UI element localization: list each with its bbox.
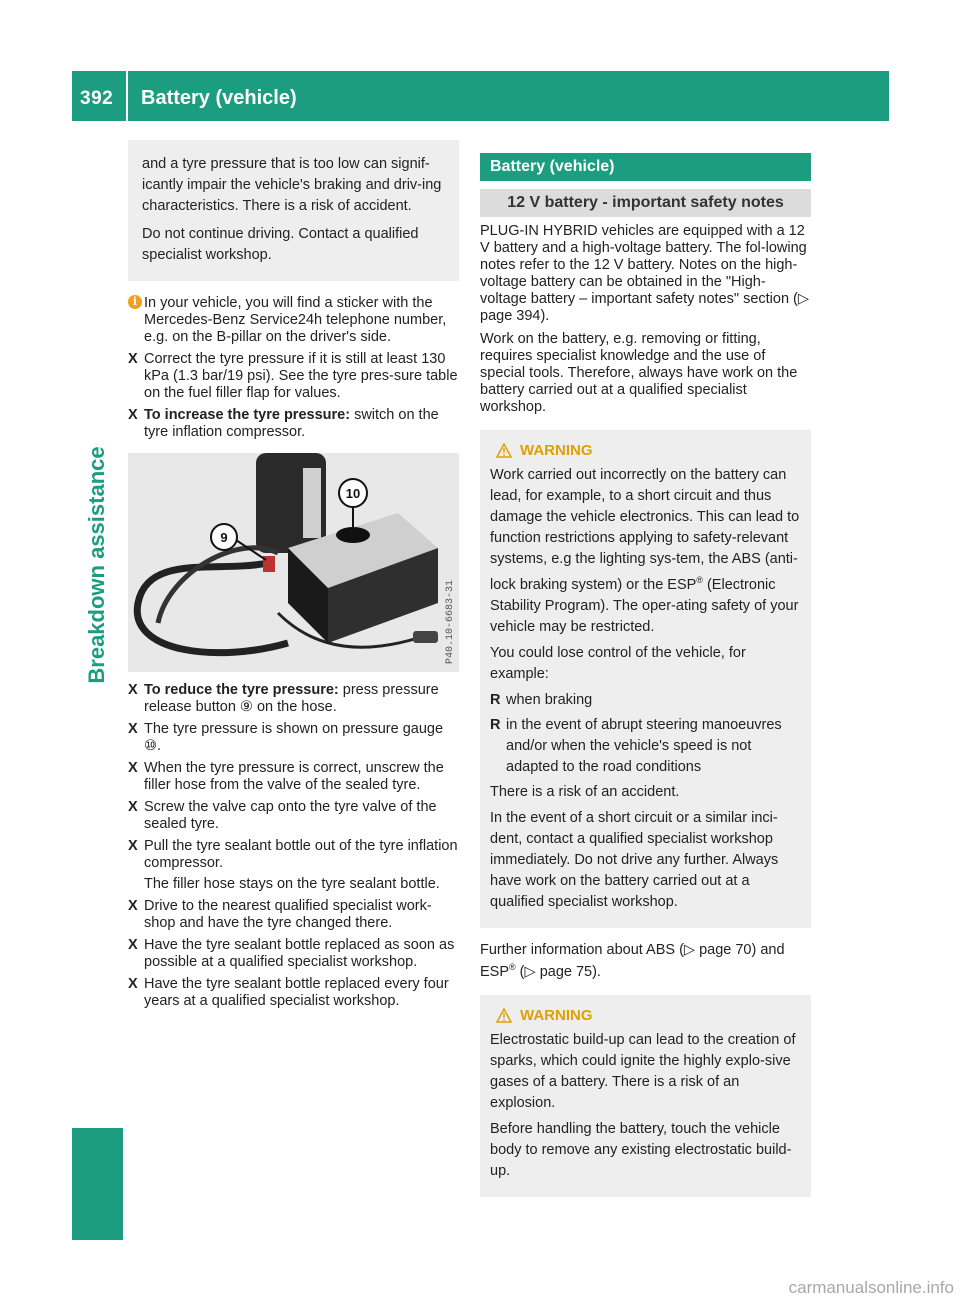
- figure-code: P40.10-6683-31: [445, 579, 456, 664]
- instruction-step: X Correct the tyre pressure if it is still at least 130 kPa (1.3 bar/19 psi). See the tyre pres-sure table on the fuel filler flap for values.: [128, 351, 458, 401]
- step-marker-icon: X: [128, 937, 138, 953]
- page-number: 392: [80, 88, 114, 109]
- info-icon: i: [128, 295, 142, 309]
- step-marker-icon: X: [128, 721, 138, 737]
- step-marker-icon: X: [128, 976, 138, 992]
- callout-10-label: 10: [345, 486, 361, 501]
- warning-text: There is a risk of an accident.: [490, 783, 680, 800]
- step-note: The filler hose stays on the tyre sealant bottle.: [144, 876, 440, 892]
- warning-text: Before handling the battery, touch the vehicle body to remove any existing electrostatic build-up.: [490, 1120, 792, 1179]
- warning-text: Work carried out incorrectly on the battery can lead, for example, to a short circuit and thus damage the vehicle electronics. This can lead to function restrictions applying to safety-relevant systems, e.g the lighting sys-tem, the ABS (anti-lock braking system) or the ESP® (Electronic Stability Program). The oper-ating safety of your vehicle may be restricted.: [490, 467, 800, 635]
- warning-text: In the event of a short circuit or a similar inci-dent, contact a qualified specialist workshop immediately. Do not drive any further. Always have work on the battery carried out at a qualified specialist workshop.: [490, 809, 779, 910]
- step-marker-icon: X: [128, 838, 138, 854]
- info-note: [128, 295, 459, 346]
- instruction-step: X Drive to the nearest qualified specialist work-shop and have the tyre changed there.: [128, 898, 432, 931]
- header-title: Battery (vehicle): [141, 87, 297, 109]
- warning-box: [480, 430, 811, 928]
- right-column: [480, 153, 811, 1197]
- instruction-step: X The tyre pressure is shown on pressure gauge ⑩.: [128, 721, 444, 754]
- warning-bullet: R in the event of abrupt steering manoeuvres and/or when the vehicle's speed is not adapted to the road conditions: [490, 716, 782, 775]
- section-title: Battery (vehicle): [480, 153, 811, 181]
- callout-9-label: 9: [220, 530, 228, 545]
- further-info-paragraph: Further information about ABS (▷ page 70) and ESP® (▷ page 75).: [480, 941, 785, 980]
- header-divider: [126, 71, 128, 121]
- step-marker-icon: X: [128, 682, 138, 698]
- warning-heading: WARNING: [490, 1007, 803, 1024]
- instruction-step: X Have the tyre sealant bottle replaced every four years at a qualified specialist workshop.: [128, 976, 449, 1009]
- bullet-marker-icon: R: [490, 691, 501, 708]
- instruction-step: X Screw the valve cap onto the tyre valve of the sealed tyre.: [128, 799, 437, 832]
- warning-triangle-icon: [496, 443, 512, 458]
- warning-bullet: R when braking: [490, 690, 803, 711]
- intro-paragraph: Work on the battery, e.g. removing or fitting, requires specialist knowledge and the use of special tools. Therefore, always have work on the battery carried out at a qualified specialist workshop.: [480, 331, 798, 415]
- warning-continuation-box: [128, 140, 459, 281]
- intro-paragraph: PLUG-IN HYBRID vehicles are equipped with a 12 V battery and a high-voltage battery. The fol-lowing notes refer to the 12 V battery. Notes on the high-voltage battery can be obtained in the "High-voltage battery – important safety notes" section (▷ page 394).: [480, 223, 810, 324]
- warning-text: Electrostatic build-up can lead to the creation of sparks, which could ignite the highly explo-sive gases of a battery. There is a risk of an explosion.: [490, 1031, 796, 1111]
- compressor-figure: [128, 453, 459, 672]
- instruction-step: X Have the tyre sealant bottle replaced as soon as possible at a qualified specialist workshop.: [128, 937, 455, 970]
- side-chapter-label: Breakdown assistance: [84, 446, 109, 684]
- step-marker-icon: X: [128, 407, 138, 423]
- info-text: In your vehicle, you will find a sticker with the Mercedes-Benz Service24h telephone number, e.g. on the B-pillar on the driver's side.: [144, 295, 447, 345]
- bullet-marker-icon: R: [490, 716, 501, 733]
- step-marker-icon: X: [128, 760, 138, 776]
- instruction-step: X Pull the tyre sealant bottle out of the tyre inflation compressor.: [128, 838, 458, 871]
- side-chapter-tab: [72, 1128, 123, 1240]
- instruction-step: X To increase the tyre pressure: switch on the tyre inflation compressor.: [128, 407, 439, 440]
- warning-triangle-icon: [496, 1008, 512, 1023]
- instruction-step: X When the tyre pressure is correct, unscrew the filler hose from the valve of the sealed tyre.: [128, 760, 444, 793]
- instruction-step: X To reduce the tyre pressure: press pressure release button ⑨ on the hose.: [128, 682, 439, 715]
- warning-text: You could lose control of the vehicle, for example:: [490, 644, 746, 682]
- step-marker-icon: X: [128, 351, 138, 367]
- step-marker-icon: X: [128, 898, 138, 914]
- step-marker-icon: X: [128, 799, 138, 815]
- warning-box: [480, 995, 811, 1197]
- footer-watermark-url: carmanualsonline.info: [788, 1278, 954, 1297]
- compressor-illustration: [128, 453, 459, 672]
- subsection-title: 12 V battery - important safety notes: [480, 189, 811, 217]
- warning-heading: WARNING: [490, 442, 803, 459]
- warning-continuation-text: Do not continue driving. Contact a qualified specialist workshop.: [142, 226, 419, 263]
- warning-continuation-text: and a tyre pressure that is too low can signif-icantly impair the vehicle's braking and driv-ing characteristics. There is a risk of accident.: [142, 156, 442, 214]
- left-column: [128, 140, 459, 1010]
